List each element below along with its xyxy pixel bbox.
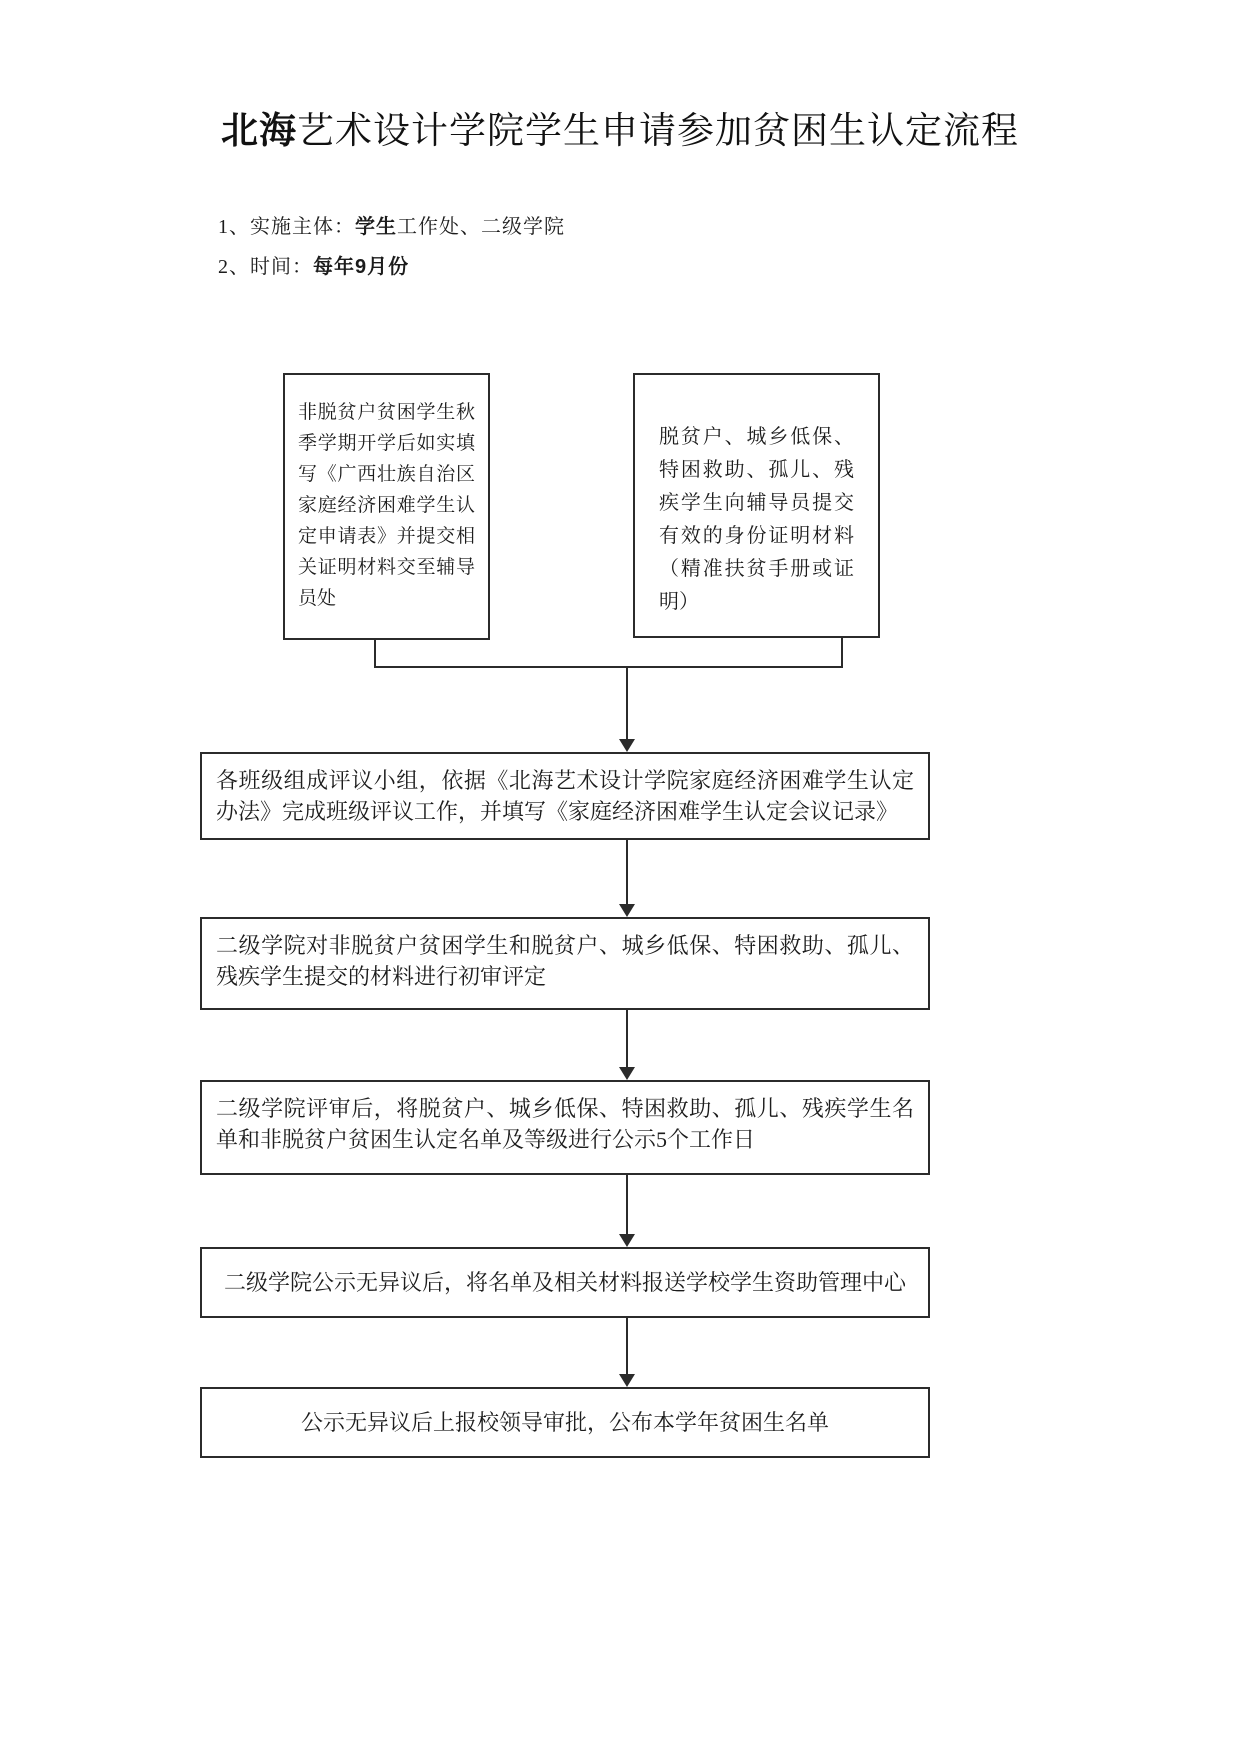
arrow-down-icon	[619, 739, 635, 752]
flow-box-publicity-5-days: 二级学院评审后，将脱贫户、城乡低保、特困救助、孤儿、残疾学生名单和非脱贫户贫困生认定名单及等级进行公示5个工作日	[200, 1080, 930, 1175]
note-time	[218, 250, 409, 279]
note-number: 2、	[218, 256, 250, 278]
title-rest-part: 艺术设计学院学生申请参加贫困生认定流程	[297, 110, 1019, 151]
arrow-down-icon	[619, 904, 635, 917]
note-number: 1、	[218, 216, 250, 238]
note-implementer	[218, 210, 565, 239]
flow-box-college-first-review: 二级学院对非脱贫户贫困学生和脱贫户、城乡低保、特困救助、孤儿、残疾学生提交的材料进行初审评定	[200, 917, 930, 1010]
flow-box-registered-groups-students: 脱贫户、城乡低保、特困救助、孤儿、残疾学生向辅导员提交有效的身份证明材料（精准扶贫手册或证明）	[633, 373, 880, 638]
flow-box-final-approval: 公示无异议后上报校领导审批，公布本学年贫困生名单	[200, 1387, 930, 1458]
flow-arrow-3-line	[626, 1010, 628, 1068]
flow-box-class-review: 各班级组成评议小组，依据《北海艺术设计学院家庭经济困难学生认定办法》完成班级评议工作，并填写《家庭经济困难学生认定会议记录》	[200, 752, 930, 840]
title-bold-part: 北海	[221, 110, 297, 151]
flow-arrow-5-line	[626, 1318, 628, 1375]
note-bold-text: 学生	[355, 216, 397, 238]
page-title	[0, 100, 1240, 154]
arrow-down-icon	[619, 1234, 635, 1247]
flow-arrow-1-line	[626, 666, 628, 740]
connector-right-stub	[841, 638, 843, 668]
note-label: 实施主体：	[250, 216, 355, 238]
note-label: 时间：	[250, 256, 313, 278]
flow-box-non-poverty-students: 非脱贫户贫困学生秋季学期开学后如实填写《广西壮族自治区家庭经济困难学生认定申请表》并提交相关证明材料交至辅导员处	[283, 373, 490, 640]
arrow-down-icon	[619, 1374, 635, 1387]
note-rest-text: 工作处、二级学院	[397, 216, 565, 238]
connector-left-stub	[374, 640, 376, 668]
flow-arrow-4-line	[626, 1175, 628, 1235]
connector-horizontal-join	[374, 666, 843, 668]
arrow-down-icon	[619, 1067, 635, 1080]
flow-arrow-2-line	[626, 840, 628, 905]
note-bold-text: 每年9月份	[313, 256, 410, 278]
flow-box-report-to-aid-center: 二级学院公示无异议后，将名单及相关材料报送学校学生资助管理中心	[200, 1247, 930, 1318]
